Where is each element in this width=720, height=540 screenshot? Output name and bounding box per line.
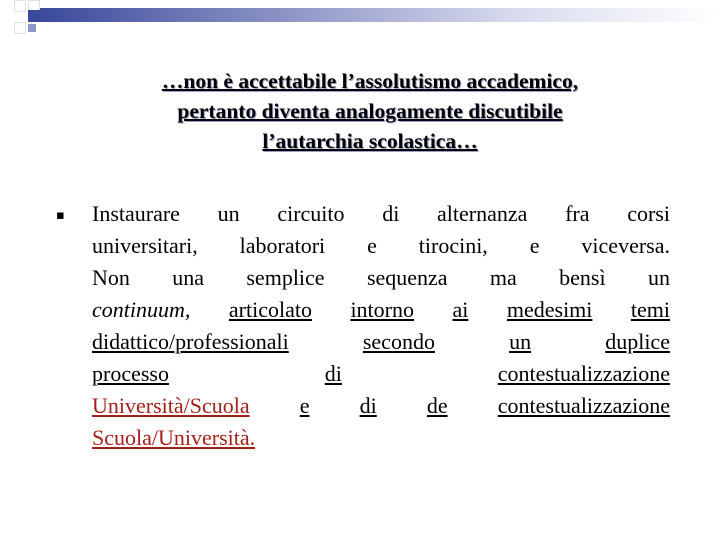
word: circuito (277, 201, 345, 226)
underlined-red-word: Università/Scuola (92, 393, 250, 418)
underlined-word: processo (92, 361, 169, 386)
word: Instaurare (92, 201, 180, 226)
word: ma (489, 265, 517, 290)
header-decoration (0, 0, 720, 40)
word: un (647, 265, 670, 290)
underlined-word: contestualizzazione (497, 361, 670, 386)
word: un (217, 201, 240, 226)
word: e (529, 233, 540, 258)
decor-square (14, 22, 26, 34)
word: alternanza (437, 201, 528, 226)
square-bullet-icon: ▪ (56, 208, 65, 223)
underlined-word: ai (452, 297, 469, 322)
underlined-red-word: Scuola/Università. (92, 425, 256, 450)
word: viceversa. (581, 233, 670, 258)
decor-square (28, 24, 36, 32)
body-paragraph (92, 198, 670, 454)
body-line-6 (92, 358, 670, 390)
underlined-word: duplice (605, 329, 670, 354)
body-line-1 (92, 198, 670, 230)
body-line-5 (92, 326, 670, 358)
underlined-word: secondo (362, 329, 435, 354)
word: e (367, 233, 377, 258)
underlined-word: temi (630, 297, 670, 322)
title-line-2: pertanto diventa analogamente discutibile (177, 99, 563, 123)
word: semplice (246, 265, 325, 290)
underlined-word: didattico/professionali (92, 329, 289, 354)
underlined-word: de (426, 393, 448, 418)
underlined-word: contestualizzazione (497, 393, 670, 418)
underlined-word: di (324, 361, 342, 386)
decor-square (28, 10, 40, 22)
word: Non (92, 265, 130, 290)
body-line-8 (92, 422, 670, 454)
word: universitari, (92, 233, 198, 258)
underlined-word: medesimi (506, 297, 593, 322)
word: bensì (559, 265, 606, 290)
word: di (382, 201, 400, 226)
header-gradient-bar (40, 8, 720, 22)
word: una (172, 265, 205, 290)
underlined-word: e (299, 393, 310, 418)
underlined-word: un (509, 329, 532, 354)
word: sequenza (366, 265, 448, 290)
body-line-3 (92, 262, 670, 294)
title-line-1: …non è accettabile l’assolutismo accademico, (161, 69, 579, 93)
underlined-word: di (359, 393, 377, 418)
word: tirocini, (418, 233, 488, 258)
body-line-4 (92, 294, 670, 326)
word-italic: continuum, (92, 297, 191, 322)
word: laboratori (239, 233, 326, 258)
underlined-word: intorno (350, 297, 414, 322)
body-line-2 (92, 230, 670, 262)
title-line-3: l’autarchia scolastica… (262, 129, 478, 153)
decor-square (14, 0, 26, 12)
body-line-7 (92, 390, 670, 422)
slide-title (40, 66, 700, 156)
word: corsi (627, 201, 670, 226)
word: fra (565, 201, 590, 226)
underlined-word: articolato (228, 297, 312, 322)
